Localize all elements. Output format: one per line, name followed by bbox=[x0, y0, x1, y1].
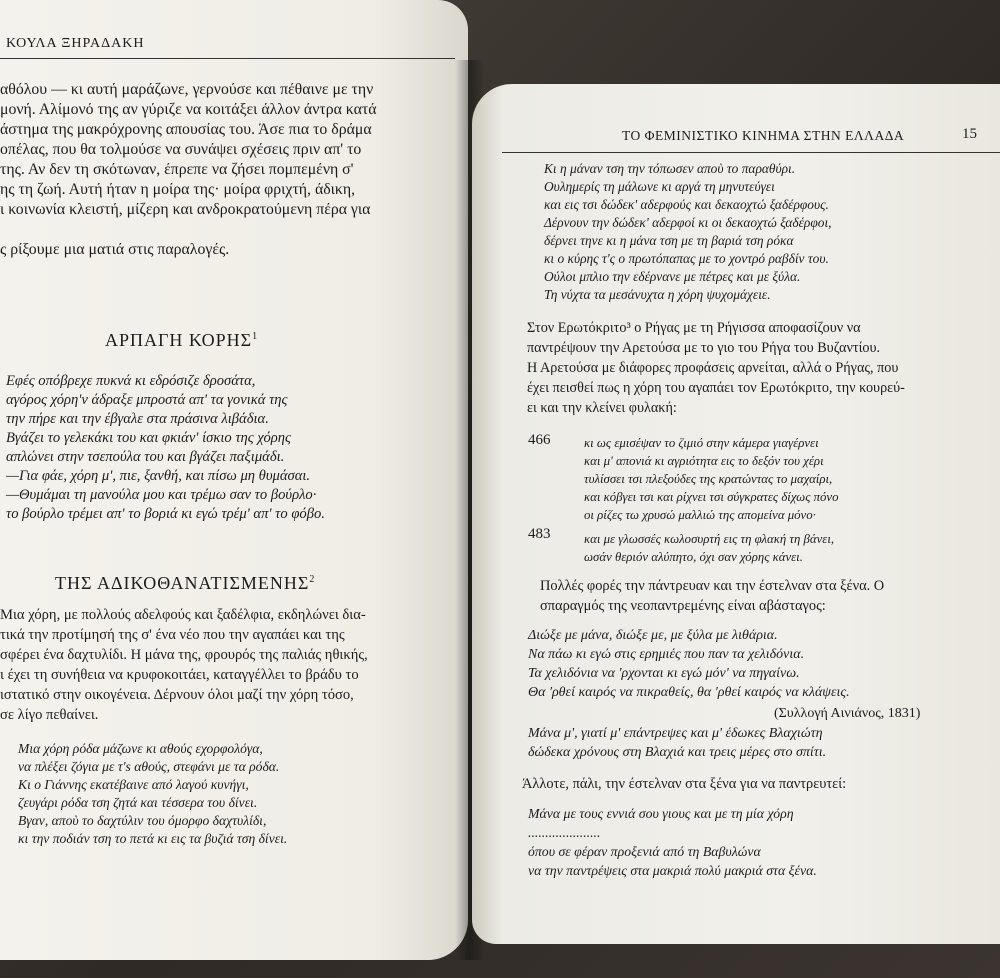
verse-line: να την παντρέψεις στα μακριά πολύ μακριά στα ξένα. bbox=[528, 863, 817, 878]
verse-block-6 bbox=[528, 626, 850, 702]
verse-line: —Για φάε, χόρη μ', πιε, ξανθή, και πίσω μη θυμάσαι. bbox=[6, 468, 311, 484]
section-title: ΤΗΣ ΑΔΙΚΟΘΑΝΑΤΙΣΜΕΝΗΣ bbox=[55, 573, 310, 593]
section-heading-arpagi-koris bbox=[105, 330, 258, 351]
verse-block-3 bbox=[544, 160, 832, 304]
verse-line: κι ως εμισέψαν το ζιμιό στην κάμερα γιαγέρνει bbox=[584, 436, 819, 450]
footnote-marker: 2 bbox=[309, 574, 316, 585]
running-head-author: ΚΟΥΛΑ ΞΗΡΑΔΑΚΗ bbox=[6, 36, 145, 51]
verse-line: απλώνει στην τσεπούλα του και βγάζει παξιμάδι. bbox=[6, 449, 285, 465]
verse-line: τυλίσσει τσι πλεξούδες της κρατώντας το μαχαίρι, bbox=[584, 472, 833, 486]
text-line: οπέλας, που θα τολμούσε να συνάψει σχέσεις πριν απ' το bbox=[0, 141, 362, 158]
intro-paragraph bbox=[0, 80, 377, 260]
verse-line: —Θυμάμαι τη μανούλα μου και τρέμω σαν το βούρλο· bbox=[6, 487, 317, 503]
verse-number: 483 bbox=[528, 526, 551, 542]
text-line: Στον Ερωτόκριτο³ ο Ρήγας με τη Ρήγισσα αποφασίζουν να bbox=[527, 320, 861, 336]
verse-block-2 bbox=[18, 740, 287, 848]
verse-line: Να πάω κι εγώ στις ερημιές που παν τα χελιδόνια. bbox=[528, 647, 805, 662]
text-line: ης τη ζωή. Αυτή ήταν η μοίρα της· μοίρα φριχτή, άδικη, bbox=[0, 181, 356, 198]
citation: (Συλλογή Αινιάνος, 1831) bbox=[774, 706, 921, 721]
verse-line: Μια χόρη ρόδα μάζωνε κι αθούς εχορφολόγα, bbox=[18, 741, 263, 756]
header-rule bbox=[0, 58, 455, 59]
text-line bbox=[0, 220, 377, 240]
verse-line: και εις τσι δώδεκ' αδερφούς και δεκαοχτώ ξαδέρφους. bbox=[544, 197, 829, 212]
text-line: άστημα της μακρόχρονης απουσίας του. Άσε πια το δράμα bbox=[0, 121, 372, 138]
verse-line: κι ο κύρης τ'ς ο πρωτόπαπας με το χοντρό ραβδίν του. bbox=[544, 251, 829, 266]
verse-line: το βούρλο τρέμει απ' το βοριά κι εγώ τρέμ' απ' το φόβο. bbox=[6, 506, 325, 522]
header-rule bbox=[502, 152, 1000, 153]
text-line: ς ρίξουμε μια ματιά στις παραλογές. bbox=[0, 241, 230, 258]
section-title: ΑΡΠΑΓΗ ΚΟΡΗΣ bbox=[105, 330, 253, 350]
section2-paragraph bbox=[0, 605, 368, 725]
verse-line: ωσάν θεριόν αλύπητο, όχι σαν χόρης κάνει. bbox=[584, 550, 803, 564]
text-line: σε λίγο πεθαίνει. bbox=[0, 707, 99, 723]
verse-block-4 bbox=[584, 434, 839, 524]
verse-line: Μάνα με τους εννιά σου γιους και με τη μία χόρη bbox=[528, 806, 794, 821]
verse-line: Διώξε με μάνα, διώξε με, με ξύλα με λιθάρια. bbox=[528, 628, 778, 643]
verse-block-5 bbox=[584, 530, 834, 566]
verse-line: Μάνα μ', γιατί μ' επάντρεψες και μ' έδωκες Βλαχιώτη bbox=[528, 726, 823, 741]
verse-line: Τα χελιδόνια να 'ρχονται κι εγώ μόν' να πηγαίνω. bbox=[528, 666, 800, 681]
verse-line: Εφές οπόβρεχε πυκνά κι εδρόσιζε δροσάτα, bbox=[6, 373, 256, 389]
text-line: ει και την κλείνει φυλακή: bbox=[527, 400, 677, 416]
verse-line: Θα 'ρθεί καιρός να πικραθείς, θα 'ρθεί καιρός να κλάψεις. bbox=[528, 685, 850, 700]
section-heading-adikothanatismenis bbox=[55, 573, 315, 594]
verse-line: και μ' απονιά κι αγριότητα εις το δεξόν του χέρι bbox=[584, 454, 824, 468]
verse-line: Βγαν, αποὺ το δαχτύλιν του όμορφο δαχτυλίδι, bbox=[18, 813, 267, 828]
page-number: 15 bbox=[962, 126, 977, 142]
verse-line: κι την ποδιάν τση το πετά κι εις τα βυζιά τση δίνει. bbox=[18, 831, 288, 846]
erotokritos-paragraph bbox=[527, 318, 905, 418]
verse-line: Ουλημερίς τη μάλωνε κι αργά τη μηνυτεύγει bbox=[544, 179, 775, 194]
text-line: ιστατικό στην οικογένεια. Δέρνουν όλοι μαζί την χόρη τόσο, bbox=[0, 687, 354, 703]
verse-line: να πλέξει ζόγια με τ's αθούς, στεφάνι με τα ρόδα. bbox=[18, 759, 280, 774]
verse-line: ζευγάρι ρόδα τση ζητά και τέσσερα του δίνει. bbox=[18, 795, 258, 810]
verse-line: αγόρος χόρη'ν άδραξε μπροστά απ' τα γονικά της bbox=[6, 392, 288, 408]
verse-line: Βγάζει το γελεκάκι του και φκιάν' ίσκιο της χόρης bbox=[6, 430, 291, 446]
verse-line: Κι ο Γιάννης εκατέβαινε από λαγού κυνήγι, bbox=[18, 777, 249, 792]
verse-line: Κι η μάναν τση την τόπωσεν αποὺ το παραθύρι. bbox=[544, 161, 796, 176]
verse-line: Τη νύχτα τα μεσάνυχτα η χόρη ψυχομάχειε. bbox=[544, 287, 771, 302]
text-line: Μια χόρη, με πολλούς αδελφούς και ξαδέλφια, εκδηλώνει δια- bbox=[0, 607, 366, 623]
text-line: αθόλου — κι αυτή μαράζωνε, γερνούσε και πέθαινε με την bbox=[0, 81, 374, 98]
verse-line: οι ρίζες τω χρυσώ μαλλιώ της απομείνα μόνο· bbox=[584, 508, 816, 522]
text-line: τικά την προτίμησή της σ' ένα νέο που την αγαπάει και της bbox=[0, 627, 345, 643]
verse-line: Ούλοι μπλιο την εδέρνανε με πέτρες και με ξύλα. bbox=[544, 269, 801, 284]
running-head-title: ΤΟ ΦΕΜΙΝΙΣΤΙΚΟ ΚΙΝΗΜΑ ΣΤΗΝ ΕΛΛΑΔΑ bbox=[622, 128, 905, 143]
verse-block-7 bbox=[528, 724, 826, 762]
verse-line: ..................... bbox=[528, 825, 601, 840]
text-line: ι έχει τη συνήθεια να κρυφοκοιτάει, καταγγέλλει το βράδυ το bbox=[0, 667, 359, 683]
footnote-marker: 1 bbox=[252, 331, 259, 342]
text-line: ι κοινωνία κλειστή, μίζερη και ανδροκρατούμενη πέρα για bbox=[0, 201, 371, 218]
verse-line: Δέρνουν την δώδεκ' αδερφοί κι οι δεκαοχτώ ξαδέρφοι, bbox=[544, 215, 832, 230]
verse-line: δώδεκα χρόνους στη Βλαχιά και τρεις μέρες στο σπίτι. bbox=[528, 745, 827, 760]
marriage-paragraph bbox=[540, 576, 884, 616]
text-line: παντρέψουν την Αρετούσα με το γιο του Ρήγα του Βυζαντίου. bbox=[527, 340, 881, 356]
abroad-paragraph: Άλλοτε, πάλι, την έστελναν στα ξένα για να παντρευτεί: bbox=[522, 776, 847, 792]
verse-block-8 bbox=[528, 804, 817, 880]
text-line: Πολλές φορές την πάντρευαν και την έστελναν στα ξένα. Ο bbox=[540, 578, 885, 594]
text-line: της. Αν δεν τη σκότωναν, έπρεπε να ζήσει πομπεμένη σ' bbox=[0, 161, 354, 178]
verse-block-1 bbox=[6, 372, 325, 524]
verse-line: και με γλωσσές κωλοσυρτή εις τη φλακή τη βάνει, bbox=[584, 532, 835, 546]
verse-line: και κόβγει τσι και ρίχνει τσι σύγκρατες δίχως πόνο bbox=[584, 490, 839, 504]
text-line: έχει πεισθεί πως η χόρη του αγαπάει τον Ερωτόκριτο, την κουρεύ- bbox=[527, 380, 905, 396]
verse-line: δέρνει τηνε κι η μάνα τση με τη βαριά τση ρόκα bbox=[544, 233, 794, 248]
left-page bbox=[0, 0, 468, 960]
text-line: μονή. Αλίμονό της αν γύριζε να κοιτάξει άλλον άντρα κατά bbox=[0, 101, 377, 118]
text-line: σπαραγμός της νεοπαντρεμένης είναι αβάσταγος: bbox=[540, 598, 826, 614]
text-line: Η Αρετούσα με διάφορες προφάσεις αρνείται, αλλά ο Ρήγας, που bbox=[527, 360, 899, 376]
verse-number: 466 bbox=[528, 432, 551, 448]
right-page bbox=[472, 84, 1000, 944]
verse-line: όπου σε φέραν προξενιά από τη Βαβυλώνα bbox=[528, 844, 761, 859]
text-line: σφέρει ένα δαχτυλίδι. Η μάνα της, φρουρός της παλιάς ηθικής, bbox=[0, 647, 368, 663]
verse-line: την πήρε και την έβγαλε στα πράσινα λιβάδια. bbox=[6, 411, 269, 427]
